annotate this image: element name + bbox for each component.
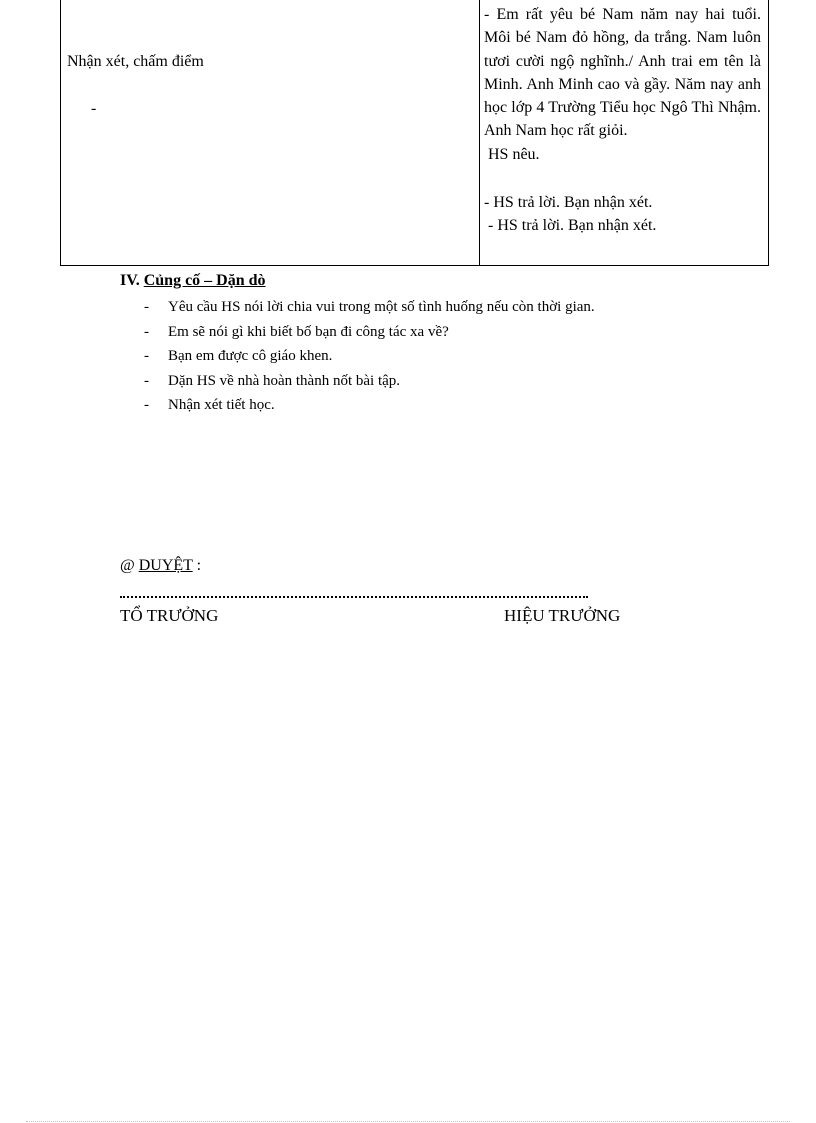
list-item-text: Yêu cầu HS nói lời chia vui trong một số tình huống nếu còn thời gian. [168, 299, 595, 315]
list-item [144, 320, 595, 345]
blank-line [484, 166, 761, 189]
list-item-text: Nhận xét tiết học. [168, 397, 275, 413]
list-item [144, 393, 595, 418]
section-heading [120, 272, 266, 290]
list-item [144, 295, 595, 320]
hs-neu-line: HS nêu. [488, 145, 540, 163]
signer-team-leader: TỔ TRƯỞNG [120, 606, 219, 625]
left-cell-title: Nhận xét, chấm điểm [67, 53, 204, 70]
table-left-cell [61, 0, 479, 265]
section-number: IV. [120, 272, 140, 289]
list-dash: - [144, 397, 149, 413]
approval-label: DUYỆT [138, 557, 193, 574]
list-item-text: Dặn HS về nhà hoàn thành nốt bài tập. [168, 372, 401, 389]
approval-colon: : [196, 557, 202, 574]
list-item [144, 344, 595, 369]
table-column-divider [479, 0, 480, 265]
example-paragraph: - Em rất yêu bé Nam năm nay hai tuổi. Môi bé Nam đỏ hồng, da trắng. Nam luôn tươi cười ngộ nghĩnh./ Anh trai em tên là Minh. Anh Minh cao và gầy. Năm nay anh học lớp 4 Trường Tiểu học Ngô Thì Nhậm. Anh Nam học rất giỏi. [484, 6, 761, 140]
lesson-table [60, 0, 769, 266]
list-dash: - [144, 323, 149, 340]
page-bottom-rule [26, 1121, 790, 1122]
summary-list [144, 295, 595, 418]
hs-answer-line-1: - HS trả lời. Bạn nhận xét. [484, 194, 653, 212]
list-item [144, 369, 595, 394]
list-item-text: Em sẽ nói gì khi biết bố bạn đi công tác xa về? [168, 323, 449, 340]
list-dash: - [144, 299, 149, 315]
list-dash: - [144, 372, 149, 389]
dotted-signature-line [120, 596, 588, 598]
table-right-cell [484, 3, 761, 238]
left-cell-dash: - [91, 100, 97, 117]
list-dash: - [144, 348, 149, 364]
signer-principal: HIỆU TRƯỞNG [504, 606, 621, 625]
hs-answer-line-2: - HS trả lời. Bạn nhận xét. [488, 217, 657, 235]
approval-heading [120, 557, 201, 575]
list-item-text: Bạn em được cô giáo khen. [168, 348, 333, 364]
section-title: Củng cố – Dặn dò [143, 272, 266, 289]
approval-icon: @ [120, 557, 135, 574]
